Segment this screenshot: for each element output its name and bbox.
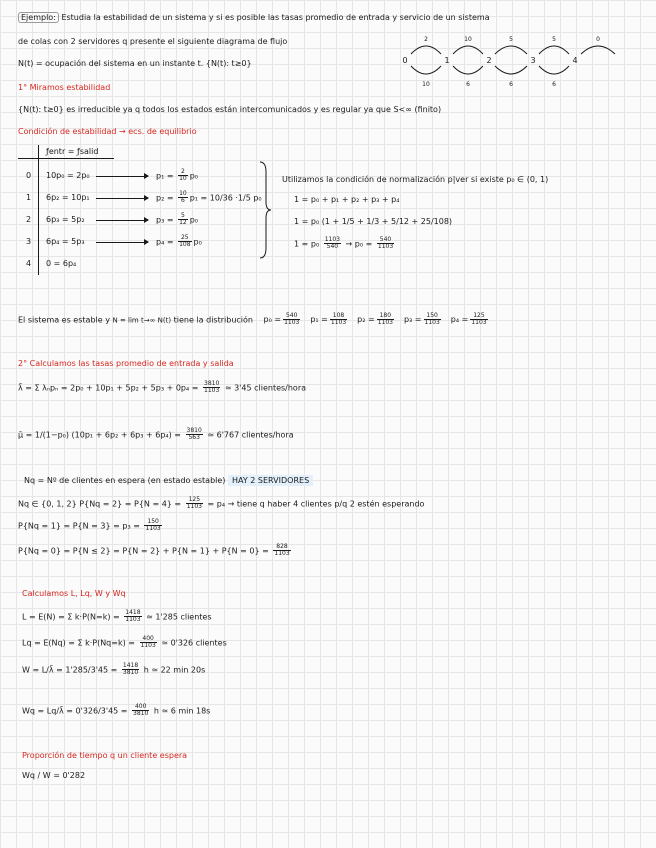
p0-fraction: $\frac{540}{1103}$ [377, 236, 394, 251]
table-row-index: 4 [26, 259, 32, 268]
fraction: $\frac{150}{1103}$ [145, 518, 161, 533]
normalization-eq-3: 1 = p₀ $\frac{1103}{540}$ → p₀ = $\frac{540}{1103}$ [294, 236, 394, 251]
arrow-icon [96, 220, 148, 221]
section-2-title: 2° Calculamos las tasas promedio de entrada y salida [18, 359, 234, 368]
limit-expression: N = lim t→∞ N(t) [112, 316, 172, 325]
table-row-result: p₂ = $\frac{10}{6}$ p₁ = 10/36 ·1/5 p₀ [156, 190, 262, 205]
table-row-result: p₄ = $\frac{25}{108}$ p₀ [156, 234, 202, 249]
L-equation: L = E(N) = Σ k·P(N=k) = $\frac{1418}{1103}$ ≃ 1'285 clientes [22, 609, 212, 624]
table-row-equation: 6p₄ = 5p₃ [46, 237, 85, 246]
fraction: $\frac{1418}{3810}$ [122, 662, 139, 677]
queue-line-1: Nq ∈ {0, 1, 2} P{Nq = 2} = P{N = 4} = $\frac{125}{1103}$ = p₄ → tiene q haber 4 clientes p/q 2 estén esperando [18, 496, 425, 511]
arrival-rate-label: 10 [464, 36, 472, 43]
probability-item: p₃ = $\frac{150}{1103}$ [403, 312, 440, 327]
table-row-result: p₃ = $\frac{5}{12}$ p₀ [156, 212, 199, 227]
flow-diagram [393, 28, 625, 88]
arrival-arc [495, 46, 527, 54]
service-rate-label: 6 [466, 81, 470, 88]
arrival-arc [581, 46, 615, 54]
table-row-index: 3 [26, 237, 32, 246]
W-equation: W = L/λ̄ = 1'285/3'45 = $\frac{1418}{3810}$ h ≃ 22 min 20s [22, 662, 206, 677]
fraction: $\frac{108}{1103}$ [330, 312, 347, 327]
arrival-rate-label: 0 [596, 36, 600, 43]
arrow-icon [96, 176, 148, 177]
probability-item: p₁ = $\frac{108}{1103}$ [310, 312, 347, 327]
table-header: ƒentr = ƒsalid [46, 147, 99, 156]
fraction: $\frac{400}{1103}$ [140, 635, 156, 650]
table-row-index: 0 [26, 171, 32, 180]
proportion-equation: Wq / W = 0'282 [22, 771, 86, 780]
lambda-equation: λ̄ = Σ λₙpₙ = 2p₀ + 10p₁ + 5p₂ + 5p₃ + 0p₄ = $\frac{3810}{1103}$ ≃ 3'45 clientes/hora [18, 380, 307, 395]
servers-badge: HAY 2 SERVIDORES [228, 475, 313, 486]
table-row-equation: 0 = 6p₄ [46, 259, 77, 268]
state-node: 4 [572, 56, 578, 65]
table-row-index: 2 [26, 215, 32, 224]
fraction: $\frac{125}{1103}$ [186, 496, 202, 511]
fraction: $\frac{150}{1103}$ [424, 312, 440, 327]
intro-text: Estudia la estabilidad de un sistema y si es posible las tasas promedio de entrada y servicio de un sistema [61, 13, 490, 22]
probability-item: p₀ = $\frac{540}{1103}$ [263, 312, 300, 327]
state-node: 0 [402, 56, 408, 65]
state-node: 1 [444, 56, 450, 65]
table-row-index: 1 [26, 193, 32, 202]
probability-item: p₂ = $\frac{180}{1103}$ [357, 312, 393, 327]
fraction: $\frac{125}{1103}$ [471, 312, 487, 327]
table-header-rule [18, 158, 114, 159]
fraction: $\frac{3810}{1103}$ [204, 380, 220, 395]
normalization-eq-2: 1 = p₀ (1 + 1/5 + 1/3 + 5/12 + 25/108) [294, 217, 453, 226]
queue-definition: Nq = Nº de clientes en espera (en estado estable) HAY 2 SERVIDORES [24, 477, 313, 485]
table-row-equation: 6p₃ = 5p₂ [46, 215, 85, 224]
normalization-text: Utilizamos la condición de normalización p|ver si existe p₀ ∈ (0, 1) [282, 175, 549, 184]
section-3-title: Calculamos L, Lq, W y Wq [22, 589, 126, 598]
fraction: $\frac{1103}{540}$ [324, 236, 340, 251]
service-rate-label: 6 [552, 81, 556, 88]
fraction: $\frac{1418}{1103}$ [125, 609, 141, 624]
table-row-equation: 6p₂ = 10p₁ [46, 193, 90, 202]
intro-line-1 [18, 14, 490, 22]
fraction: $\frac{2}{10}$ [179, 168, 187, 183]
arrival-arc [453, 46, 483, 54]
table-row-result: p₁ = $\frac{2}{10}$ p₀ [156, 168, 199, 183]
arrival-rate-label: 5 [509, 36, 513, 43]
service-rate-label: 6 [509, 81, 513, 88]
arrow-icon [96, 198, 148, 199]
brace [258, 160, 272, 260]
service-arc [495, 66, 527, 74]
normalization-eq-1: 1 = p₀ + p₁ + p₂ + p₃ + p₄ [294, 195, 400, 204]
arrow-icon [96, 242, 148, 243]
intro-line-2: de colas con 2 servidores q presente el siguiente diagrama de flujo [18, 37, 288, 46]
arrival-arc [539, 46, 569, 54]
intro-line-3: N(t) = ocupación del sistema en un instante t. {N(t): t≥0} [18, 59, 252, 68]
mu-equation: μ̄ = 1/(1−p₀) (10p₁ + 6p₂ + 6p₃ + 6p₄) = $\frac{3810}{563}$ ≃ 6'767 clientes/hora [18, 427, 294, 442]
section-4-title: Proporción de tiempo q un cliente espera [22, 751, 188, 760]
service-rate-label: 10 [422, 81, 430, 88]
section-1-title: 1° Miramos estabilidad [18, 83, 111, 92]
state-node: 2 [486, 56, 492, 65]
fraction: $\frac{25}{108}$ [179, 234, 191, 249]
arrival-rate-label: 2 [424, 36, 428, 43]
fraction: $\frac{180}{1103}$ [377, 312, 393, 327]
queue-line-2: P{Nq = 1} = P{N = 3} = p₃ = $\frac{150}{1103}$ [18, 518, 161, 533]
state-node: 3 [530, 56, 536, 65]
arrival-arc [411, 46, 441, 54]
Lq-equation: Lq = E(Nq) = Σ k·P(Nq=k) = $\frac{400}{1103}$ ≃ 0'326 clientes [22, 635, 227, 650]
section-1-body: {N(t): t≥0} es irreducible ya q todos los estados están intercomunicados y es regular ya que S<∞ (finito) [18, 105, 442, 114]
fraction: $\frac{3810}{563}$ [186, 427, 202, 442]
stability-line: El sistema es estable y N = lim t→∞ N(t) tiene la distribución p₀ = $\frac{540}{1103}$ p₁ = $\frac{108}{1103}$ p₂ = $\frac{180}{1103}$ p₃ = $\frac{150}{1103}$ p₄ = $\frac{125}{1103}$ [18, 313, 490, 327]
example-label: Ejemplo: [18, 12, 59, 23]
Wq-equation: Wq = Lq/λ̄ = 0'326/3'45 = $\frac{400}{3810}$ h ≃ 6 min 18s [22, 703, 211, 718]
probability-item: p₄ = $\frac{125}{1103}$ [450, 312, 487, 327]
table-row-equation: 10p₀ = 2p₀ [46, 171, 90, 180]
service-arc [411, 66, 441, 74]
service-arc [453, 66, 483, 74]
arrival-rate-label: 5 [552, 36, 556, 43]
fraction: $\frac{5}{12}$ [179, 212, 187, 227]
fraction: $\frac{828}{1103}$ [274, 543, 290, 558]
fraction: $\frac{10}{6}$ [179, 190, 187, 205]
service-arc [539, 66, 569, 74]
condition-title: Condición de estabilidad → ecs. de equilibrio [18, 127, 197, 136]
fraction: $\frac{400}{3810}$ [133, 703, 149, 718]
table-column-rule [38, 145, 39, 275]
queue-line-3: P{Nq = 0} = P{N ≤ 2} = P{N = 2} + P{N = 1} + P{N = 0} = $\frac{828}{1103}$ [18, 543, 290, 558]
fraction: $\frac{540}{1103}$ [284, 312, 300, 327]
